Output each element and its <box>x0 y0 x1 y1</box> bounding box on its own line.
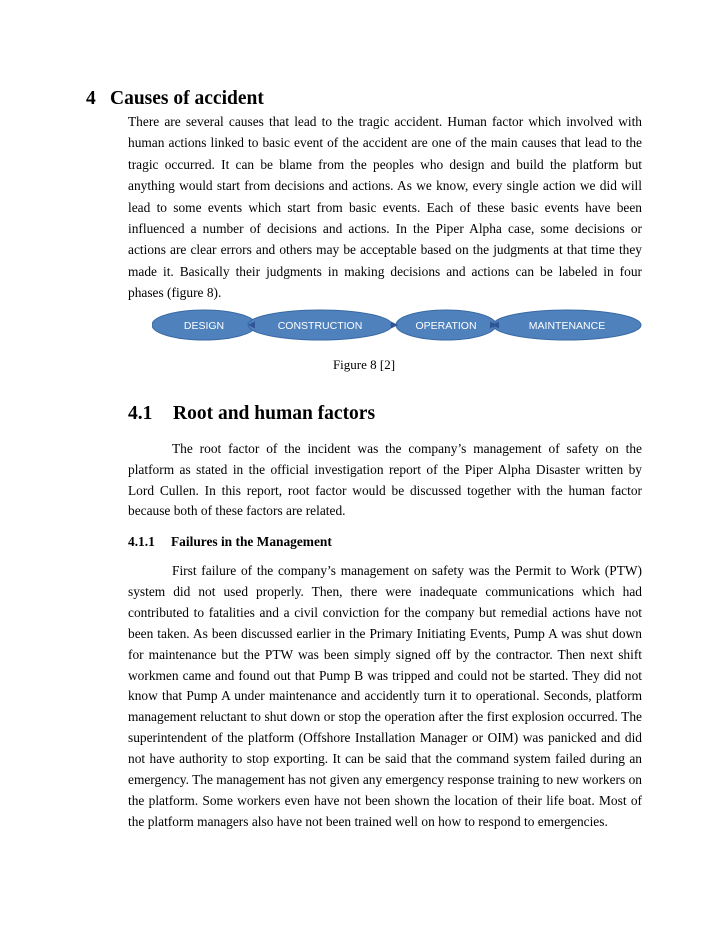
section-title: Causes of accident <box>110 88 264 109</box>
subsubsection-paragraph: First failure of the company’s management on safety was the Permit to Work (PTW) system did not used properly. Then, there were inadequate communications which had contributed to fatalities and a civil conviction for the company but remedial actions have not been taken. As been discussed earlier in the Primary Initiating Events, Pump A was shut down for maintenance but the PTW was been simply signed off by the contractor. Then next shift workmen came and found out that Pump B was tripped and could not be started. They did not know that Pump A under maintenance and accidently turn it to operational. Seconds, platform management reluctant to shut down or stop the operation after the first explosion occurred. The superintendent of the platform (Offshore Installation Manager or OIM) was panicked and did not have authority to stop exporting. It can be said that the command system failed during an emergency. The management has not given any emergency response training to new workers on the platform. Some workers even have not been shown the location of their life boat. Most of the platform managers also have not been trained well on how to respond to emergencies. <box>128 563 642 829</box>
figure-caption: Figure 8 [2] <box>332 357 396 372</box>
subsubsection-number: 4.1.1 <box>128 534 155 549</box>
section-heading <box>86 88 264 110</box>
phase-flow-diagram <box>152 307 642 343</box>
subsubsection-heading <box>128 534 332 550</box>
subsection-title: Root and human factors <box>173 403 376 424</box>
subsection-number: 4.1 <box>128 403 153 424</box>
phase-flow-svg <box>152 307 642 343</box>
subsubsection-title: Failures in the Management <box>171 534 332 549</box>
phase-label-maintenance: MAINTENANCE <box>528 320 606 332</box>
subsection-heading <box>128 403 375 425</box>
phase-label-operation: OPERATION <box>415 320 477 332</box>
phase-label-design: DESIGN <box>183 320 225 332</box>
subsection-paragraph: The root factor of the incident was the company’s management of safety on the platform as stated in the official investigation report of the Piper Alpha Disaster written by Lord Cullen. In this report, root factor would be discussed together with the human factor because both of these factors are related. <box>128 441 642 519</box>
section-number: 4 <box>86 88 96 109</box>
phase-label-construction: CONSTRUCTION <box>277 320 363 332</box>
section-paragraph: There are several causes that lead to the tragic accident. Human factor which involved with human actions linked to basic event of the accident are one of the main causes that lead to the tragic occurred. It can be blame from the peoples who design and build the platform but anything would start from decisions and actions. As we know, every single action we did will lead to some events which start from basic events. Each of these basic events have been influenced a number of decisions and actions. In the Piper Alpha case, some decisions or actions are clear errors and others may be acceptable based on the judgments at that time they made it. Basically their judgments in making decisions and actions can be labeled in four phases (figure 8). <box>128 114 642 301</box>
